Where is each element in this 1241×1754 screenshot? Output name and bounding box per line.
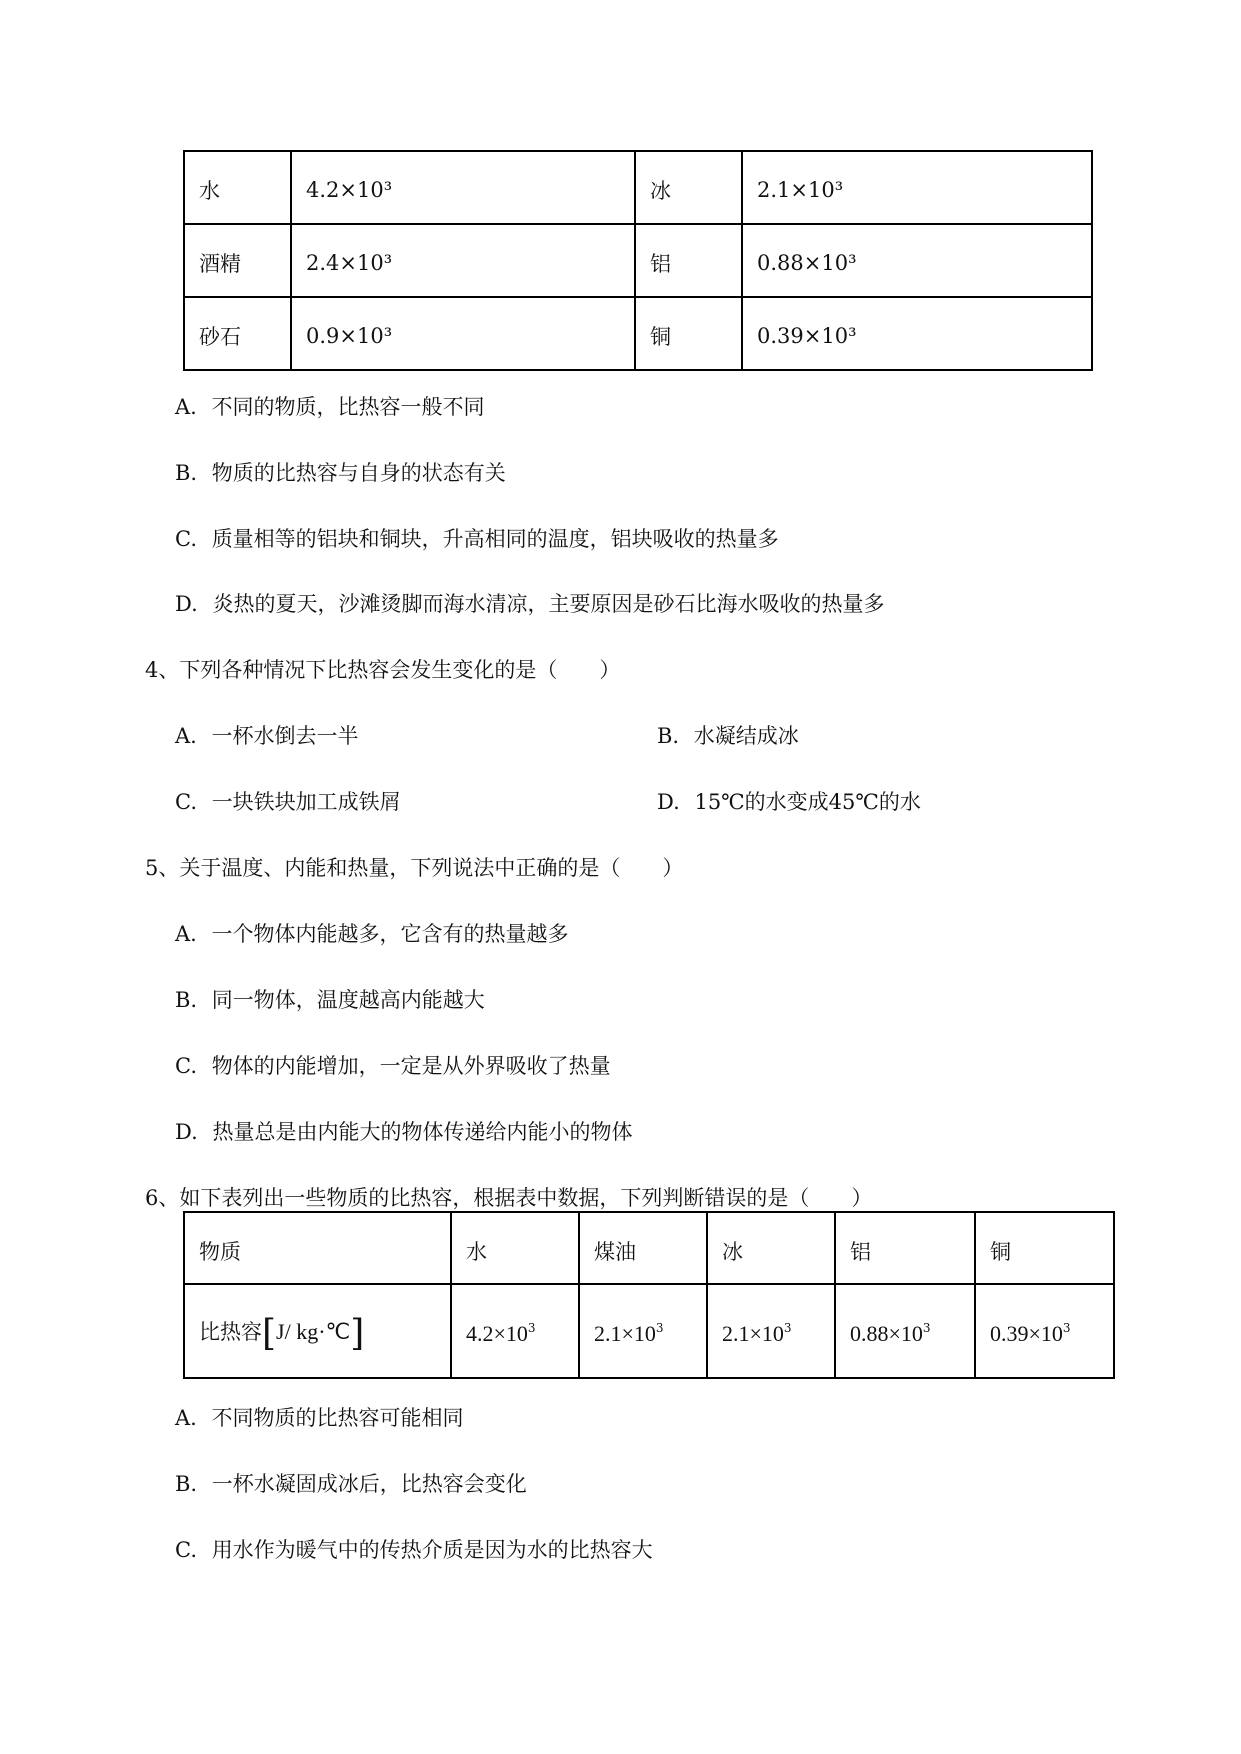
value-mantissa: 0.39×10 (990, 1321, 1063, 1346)
q6-option-b (175, 1471, 527, 1497)
option-letter: B. (175, 988, 198, 1012)
value-mantissa: 4.2×10 (466, 1321, 528, 1346)
value-cell (975, 1284, 1114, 1378)
unit-label: J/ kg·℃ (276, 1319, 351, 1344)
value-cell: 2.4×10³ (291, 224, 635, 297)
value-cell (707, 1284, 835, 1378)
option-text: 水凝结成冰 (693, 724, 799, 748)
substance-cell: 铝 (835, 1212, 975, 1284)
table-row (184, 297, 1092, 370)
value-cell: 0.9×10³ (291, 297, 635, 370)
option-letter: C. (175, 527, 197, 551)
value-cell (835, 1284, 975, 1378)
option-text: 不同的物质，比热容一般不同 (211, 395, 485, 419)
option-letter: A. (175, 1406, 197, 1430)
q5-stem: 5、关于温度、内能和热量，下列说法中正确的是（ ） (145, 856, 684, 880)
value-cell (451, 1284, 579, 1378)
option-text: 热量总是由内能大的物体传递给内能小的物体 (212, 1120, 633, 1144)
option-text: 质量相等的铝块和铜块，升高相同的温度，铝块吸收的热量多 (211, 527, 779, 551)
option-text: 物质的比热容与自身的状态有关 (211, 461, 506, 485)
option-letter: C. (175, 790, 197, 814)
value-exponent: 3 (1062, 1321, 1071, 1335)
q5-option-b (175, 987, 485, 1013)
option-letter: C. (175, 1054, 197, 1078)
option-text: 物体的内能增加，一定是从外界吸收了热量 (211, 1054, 611, 1078)
value-cell: 0.88×10³ (742, 224, 1092, 297)
q5-option-c (175, 1053, 611, 1079)
q3-option-c (175, 526, 779, 552)
value-cell: 2.1×10³ (742, 151, 1092, 224)
substance-cell: 酒精 (184, 224, 291, 297)
substance-cell: 铜 (635, 297, 742, 370)
value-mantissa: 2.1×10 (722, 1321, 784, 1346)
value-cell (579, 1284, 707, 1378)
option-text: 同一物体，温度越高内能越大 (211, 988, 485, 1012)
option-text: 一个物体内能越多，它含有的热量越多 (211, 922, 569, 946)
substance-cell: 砂石 (184, 297, 291, 370)
q6-stem: 6、如下表列出一些物质的比热容，根据表中数据，下列判断错误的是（ ） (145, 1186, 873, 1210)
substance-cell: 铝 (635, 224, 742, 297)
substance-cell: 冰 (707, 1212, 835, 1284)
value-exponent: 3 (527, 1321, 536, 1335)
specific-heat-table-2 (183, 1211, 1115, 1379)
substance-cell: 铜 (975, 1212, 1114, 1284)
substance-cell: 水 (184, 151, 291, 224)
option-letter: B. (175, 461, 198, 485)
right-bracket: ] (350, 1313, 365, 1354)
option-letter: A. (175, 724, 197, 748)
row-label-cell (184, 1284, 451, 1378)
q6-option-c (175, 1537, 653, 1563)
option-text: 一杯水凝固成冰后，比热容会变化 (211, 1472, 527, 1496)
option-letter: D. (657, 790, 680, 814)
value-exponent: 3 (783, 1321, 792, 1335)
row-label: 比热容 (199, 1320, 262, 1344)
substance-cell: 水 (451, 1212, 579, 1284)
table-row (184, 1284, 1114, 1378)
option-letter: B. (657, 724, 680, 748)
q6-option-a (175, 1405, 464, 1431)
substance-cell: 煤油 (579, 1212, 707, 1284)
q5-option-d (175, 1119, 632, 1145)
value-cell: 4.2×10³ (291, 151, 635, 224)
header-label-cell: 物质 (184, 1212, 451, 1284)
value-exponent: 3 (655, 1321, 664, 1335)
value-exponent: 3 (922, 1321, 931, 1335)
q3-option-a (175, 394, 485, 420)
option-letter: A. (175, 395, 197, 419)
option-letter: D. (175, 1120, 198, 1144)
q5-option-a (175, 921, 569, 947)
table-row (184, 224, 1092, 297)
value-mantissa: 2.1×10 (594, 1321, 656, 1346)
value-mantissa: 0.88×10 (850, 1321, 923, 1346)
table-header-row (184, 1212, 1114, 1284)
option-text: 15℃的水变成45℃的水 (694, 790, 921, 814)
option-text: 用水作为暖气中的传热介质是因为水的比热容大 (211, 1538, 653, 1562)
q4-option-c (175, 789, 401, 815)
substance-cell: 冰 (635, 151, 742, 224)
option-text: 一杯水倒去一半 (211, 724, 359, 748)
q4-stem: 4、下列各种情况下比热容会发生变化的是（ ） (145, 658, 621, 682)
specific-heat-table-1 (183, 150, 1093, 371)
value-cell: 0.39×10³ (742, 297, 1092, 370)
option-text: 炎热的夏天，沙滩烫脚而海水清凉，主要原因是砂石比海水吸收的热量多 (212, 592, 885, 616)
q3-option-b (175, 460, 506, 486)
q4-option-d (657, 789, 921, 815)
option-text: 一块铁块加工成铁屑 (211, 790, 401, 814)
option-letter: A. (175, 922, 197, 946)
option-letter: C. (175, 1538, 197, 1562)
left-bracket: [ (262, 1313, 277, 1354)
table-row (184, 151, 1092, 224)
option-text: 不同物质的比热容可能相同 (211, 1406, 464, 1430)
q3-option-d (175, 591, 884, 617)
option-letter: B. (175, 1472, 198, 1496)
q4-option-b (657, 723, 799, 749)
option-letter: D. (175, 592, 198, 616)
q4-option-a (175, 723, 359, 749)
